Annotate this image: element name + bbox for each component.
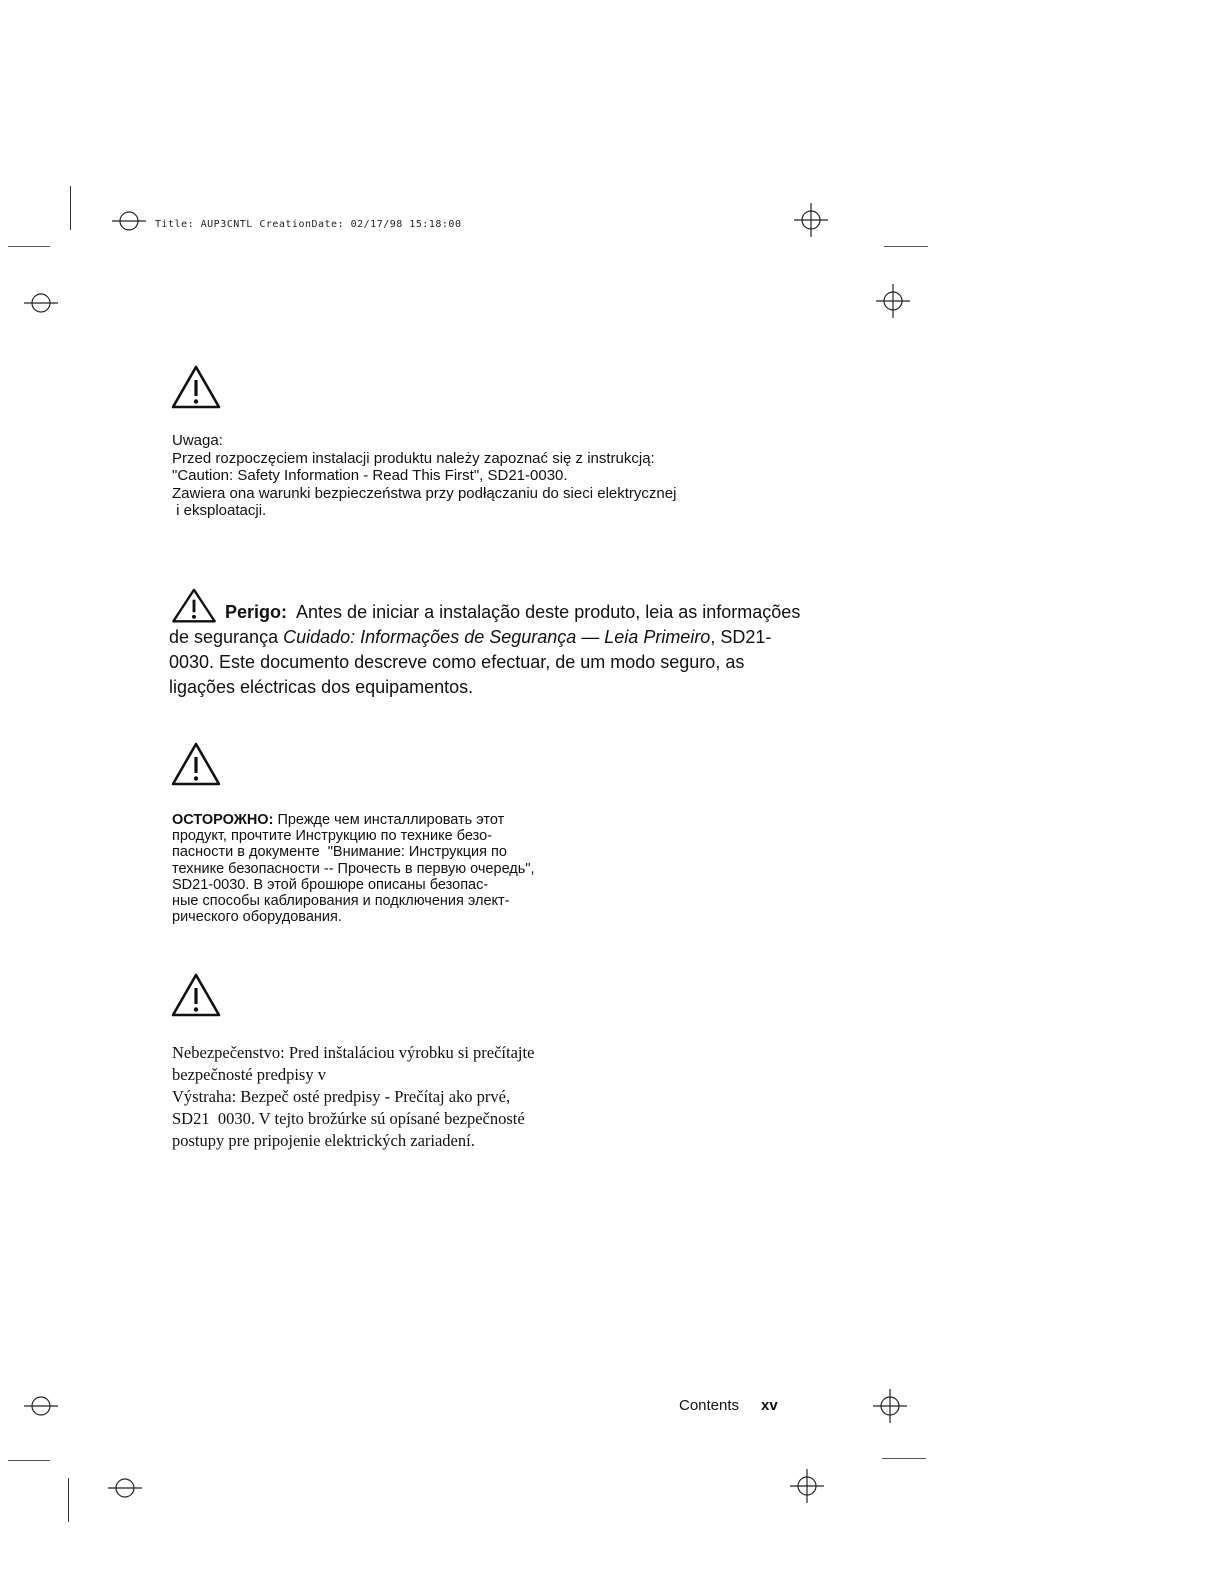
warning-triangle-icon [170,364,222,410]
registration-mark-icon [108,1475,142,1501]
creation-metadata: Title: AUP3CNTL CreationDate: 02/17/98 15:18:00 [155,219,462,230]
russian-line: Прежде чем инсталлировать этот [273,812,505,828]
portuguese-text: , SD21-0030. Este documento descreve como efectuar, de um modo seguro, as ligações eléctricas dos equipamentos. [169,627,772,697]
registration-mark-icon [794,203,828,237]
polish-warning [172,432,812,520]
crop-line [68,1478,69,1522]
warning-triangle-icon [169,588,219,624]
russian-label: ОСТОРОЖНО: [172,812,274,828]
slovak-line: Výstraha: Bezpeč osté predpisy - Prečítaj ako prvé, [172,1087,511,1106]
page-footer [679,1397,778,1414]
slovak-line: bezpečnosté predpisy v [172,1065,326,1084]
registration-mark-icon [876,284,910,318]
polish-line: i eksploatacji. [172,502,267,519]
russian-line: продукт, прочтите Инструкцию по технике безо- [172,828,493,845]
crop-line [8,1460,50,1461]
polish-line: "Caution: Safety Information - Read This First", SD21-0030. [172,467,568,484]
polish-line: Zawiera ona warunki bezpieczeństwa przy podłączaniu do sieci elektrycznej [172,484,677,502]
registration-mark-icon [24,1393,58,1419]
registration-mark-icon [790,1469,824,1503]
footer-section-label: Contents [679,1397,740,1414]
registration-mark-icon [112,208,146,234]
portuguese-doc-title: Cuidado: Informações de Segurança — Leia Primeiro [283,627,711,647]
crop-line [8,246,50,247]
polish-line: Przed rozpoczęciem instalacji produktu należy zapoznać się z instrukcją: [172,449,655,467]
russian-line: SD21-0030. В этой брошюре описаны безопас- [172,876,489,893]
page-number: xv [761,1397,778,1414]
slovak-line: postupy pre pripojenie elektrických zariadení. [172,1131,475,1150]
portuguese-warning [169,588,809,700]
russian-line: пасности в документе "Внимание: Инструкция по [172,844,507,861]
crop-line [70,186,71,230]
registration-mark-icon [873,1389,907,1423]
portuguese-label: Perigo: [225,602,288,622]
russian-line: рического оборудования. [172,909,342,926]
polish-heading: Uwaga: [172,432,223,449]
russian-line: ные способы каблирования и подключения элект- [172,893,510,910]
warning-triangle-icon [170,741,222,787]
crop-line [882,1458,926,1459]
registration-mark-icon [24,290,58,316]
portuguese-text: Antes de iniciar a instalação deste produto, leia as informações de segurança [169,602,801,647]
slovak-warning [172,1042,692,1152]
slovak-line: Nebezpečenstvo: Pred inštaláciou výrobku si prečítajte [172,1043,535,1062]
russian-line: технике безопасности -- Прочесть в первую очередь", [172,860,535,877]
russian-warning [172,812,692,925]
crop-line [884,246,928,247]
warning-triangle-icon [170,972,222,1018]
slovak-line: SD21 0030. V tejto brožúrke sú opísané bezpečnosté [172,1109,525,1128]
